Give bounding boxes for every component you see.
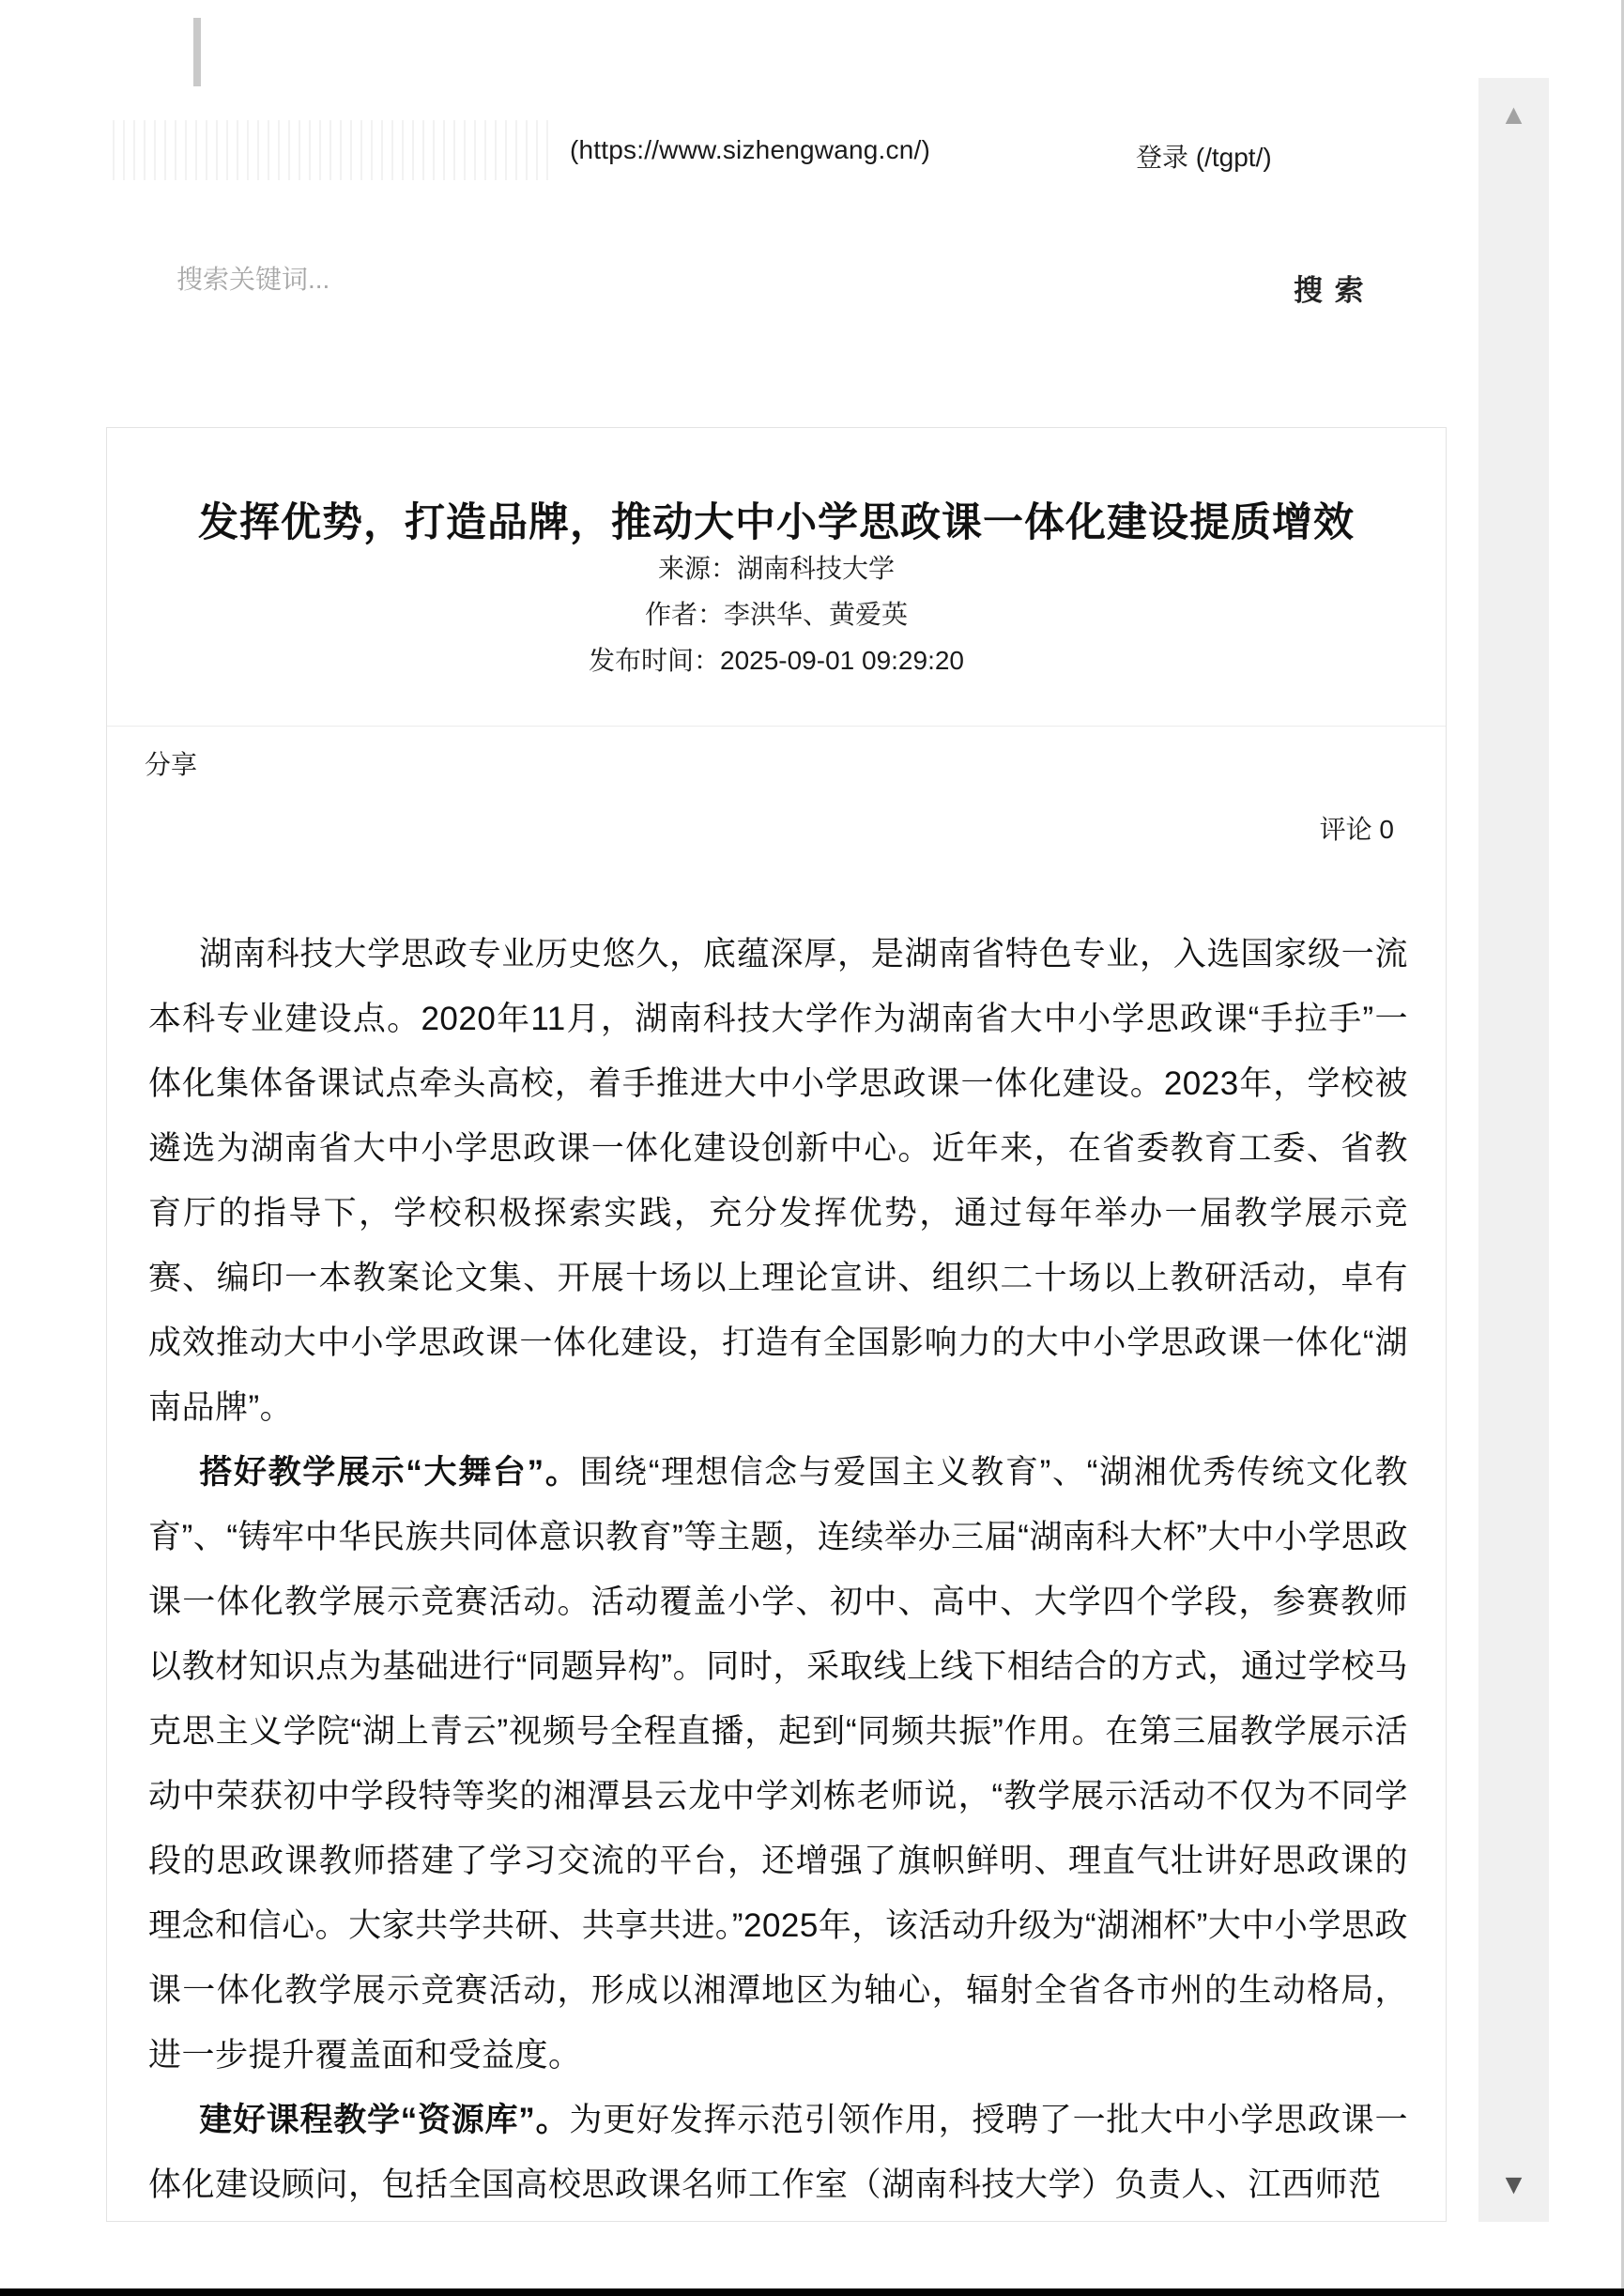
search-button[interactable]: 搜 索 <box>1294 267 1366 309</box>
site-url-link[interactable]: (https://www.sizhengwang.cn/) <box>570 135 930 164</box>
search-input[interactable] <box>176 253 1247 306</box>
vertical-bar-artifact <box>193 18 201 86</box>
paragraph-lead: 建好课程教学“资源库”。 <box>199 2102 570 2138</box>
meta-publish-label: 发布时间： <box>588 646 720 675</box>
share-button[interactable]: 分享 <box>145 750 198 779</box>
meta-source <box>107 545 1446 591</box>
meta-author-label: 作者： <box>644 600 724 629</box>
meta-source-value: 湖南科技大学 <box>737 554 896 583</box>
scrollbar-track[interactable] <box>1478 78 1549 2222</box>
comments-link[interactable]: 评论 0 <box>1319 815 1394 844</box>
viewport-bottom-edge <box>0 2288 1624 2296</box>
scroll-up-icon[interactable]: ▲ <box>1499 99 1528 130</box>
article-meta <box>107 545 1446 683</box>
login-link[interactable]: 登录 (/tgpt/) <box>1136 143 1272 172</box>
article-title: 发挥优势，打造品牌，推动大中小学思政课一体化建设提质增效 <box>198 499 1355 545</box>
article-card <box>106 427 1447 2222</box>
article-paragraph: 建好课程教学“资源库”。为更好发挥示范引领作用，授聘了一批大中小学思政课一体化建设顾问，包括全国高校思政课名师工作室（湖南科技大学）负责人、江西师范 <box>148 2102 1408 2203</box>
article-body <box>148 922 1408 2217</box>
meta-author-value: 李洪华、黄爱英 <box>724 600 909 629</box>
site-logo-placeholder <box>113 120 556 180</box>
scroll-down-icon[interactable]: ▼ <box>1499 2169 1528 2200</box>
meta-publish-value: 2025-09-01 09:29:20 <box>720 646 964 675</box>
paragraph-lead: 搭好教学展示“大舞台”。 <box>199 1454 580 1491</box>
article-paragraph: 湖南科技大学思政专业历史悠久，底蕴深厚，是湖南省特色专业，入选国家级一流本科专业建设点。2020年11月，湖南科技大学作为湖南省大中小学思政课“手拉手”一体化集体备课试点牵头高校，着手推进大中小学思政课一体化建设。2023年，学校被遴选为湖南省大中小学思政课一体化建设创新中心。近年来，在省委教育工委、省教育厅的指导下，学校积极探索实践，充分发挥优势，通过每年举办一届教学展示竞赛、编印一本教案论文集、开展十场以上理论宣讲、组织二十场以上教研活动，卓有成效推动大中小学思政课一体化建设，打造有全国影响力的大中小学思政课一体化“湖南品牌”。 <box>148 936 1408 1426</box>
article-paragraph: 搭好教学展示“大舞台”。围绕“理想信念与爱国主义教育”、“湖湘优秀传统文化教育”、“铸牢中华民族共同体意识教育”等主题，连续举办三届“湖南科大杯”大中小学思政课一体化教学展示竞赛活动。活动覆盖小学、初中、高中、大学四个学段，参赛教师以教材知识点为基础进行“同题异构”。同时，采取线上线下相结合的方式，通过学校马克思主义学院“湖上青云”视频号全程直播，起到“同频共振”作用。在第三届教学展示活动中荣获初中学段特等奖的湘潭县云龙中学刘栋老师说，“教学展示活动不仅为不同学段的思政课教师搭建了学习交流的平台，还增强了旗帜鲜明、理直气壮讲好思政课的理念和信心。大家共学共研、共享共进。”2025年，该活动升级为“湖湘杯”大中小学思政课一体化教学展示竞赛活动，形成以湘潭地区为轴心，辐射全省各市州的生动格局，进一步提升覆盖面和受益度。 <box>148 1454 1408 2074</box>
meta-divider <box>107 726 1446 727</box>
meta-author <box>107 591 1446 637</box>
meta-publish-time <box>107 637 1446 683</box>
meta-source-label: 来源： <box>657 554 737 583</box>
